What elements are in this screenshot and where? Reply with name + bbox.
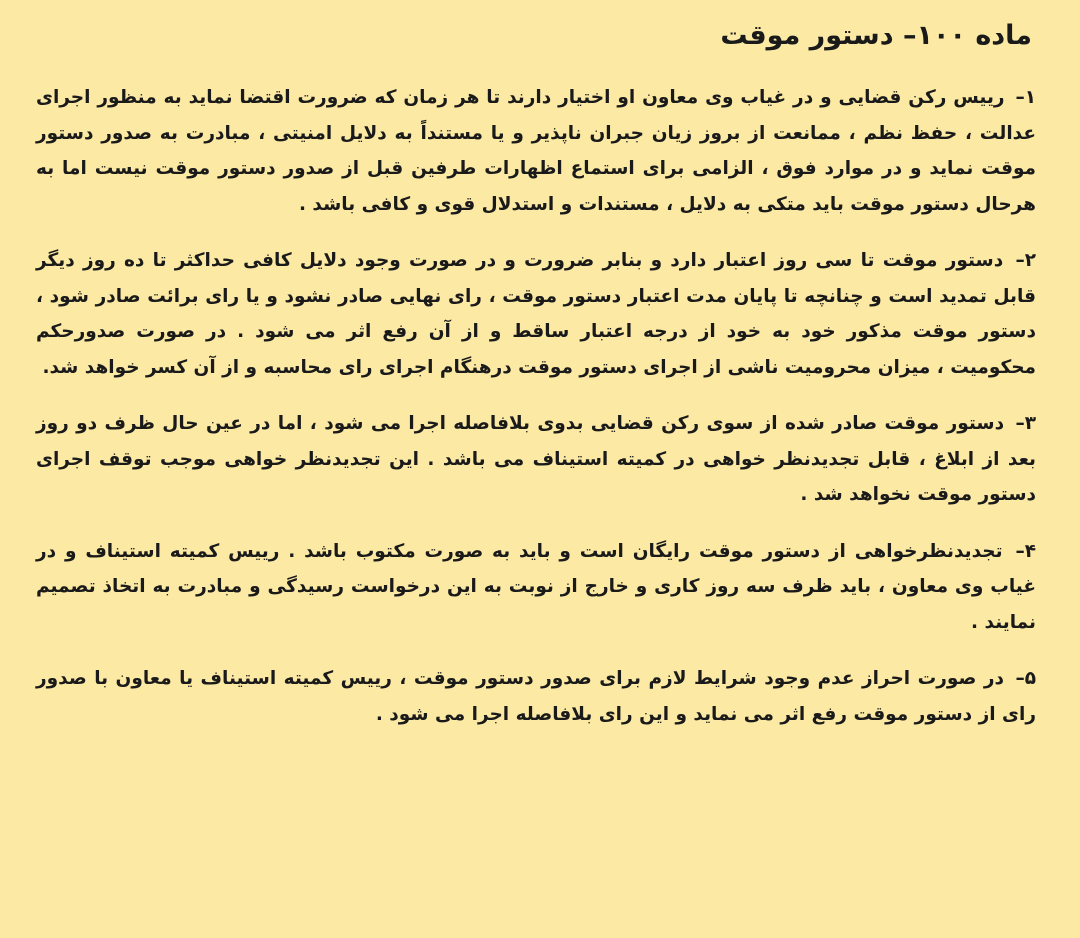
paragraph-number: ۵– [1015, 668, 1036, 689]
paragraph-text: دستور موقت تا سی روز اعتبار دارد و بنابر ضرورت و در صورت وجود دلایل کافی حداکثر تا ده روز دیگر قابل تمدید است و چنانچه تا پایان مدت اعتبار دستور موقت ، رای نهایی صادر نشود و یا رای برائت صادر شود ، دستور موقت مذکور خود به خود از درجه اعتبار ساقط و از آن رفع اثر می شود . در صورت صدورحکم محکومیت ، میزان محرومیت ناشی از اجرای دستور موقت درهنگام اجرای رای محاسبه و از آن کسر خواهد شد. [36, 250, 1036, 378]
paragraph-text: دستور موقت صادر شده از سوی رکن قضایی بدوی بلافاصله اجرا می شود ، اما در عین حال ظرف دو روز بعد از ابلاغ ، قابل تجدیدنظر خواهی در کمیته استیناف می باشد . این تجدیدنظر خواهی موجب توقف اجرای دستور موقت نخواهد شد . [36, 413, 1036, 505]
paragraph-1 [36, 80, 1036, 222]
paragraph-text: تجدیدنظرخواهی از دستور موقت رایگان است و باید به صورت مکتوب باشد . رییس کمیته استیناف و در غیاب وی معاون ، باید ظرف سه روز کاری و خارج از نوبت به این درخواست رسیدگی و مبادرت به اتخاذ تصمیم نمایند . [36, 540, 1036, 633]
paragraph-4 [36, 534, 1036, 641]
paragraph-number: ۱– [1015, 87, 1036, 108]
paragraph-number: ۲– [1015, 250, 1036, 271]
article-title: ماده ۱۰۰– دستور موقت [720, 20, 1032, 51]
paragraph-text: رییس رکن قضایی و در غیاب وی معاون او اختیار دارند تا هر زمان که ضرورت اقتضا نماید به منظور اجرای عدالت ، حفظ نظم ، ممانعت از بروز زیان جبران ناپذیر و یا مستنداً به دلایل امنیتی ، مبادرت به صدور دستور موقت نماید و در موارد فوق ، الزامی برای استماع اظهارات طرفین قبل از صدور دستور موقت نیست اما به هرحال دستور موقت باید متکی به دلایل ، مستندات و استدلال قوی و کافی باشد . [36, 87, 1036, 215]
paragraph-number: ۴– [1015, 540, 1036, 562]
paragraph-5 [36, 661, 1036, 732]
paragraph-2 [36, 243, 1036, 385]
paragraph-number: ۳– [1015, 413, 1036, 434]
paragraph-3 [36, 406, 1036, 513]
paragraph-text: در صورت احراز عدم وجود شرایط لازم برای صدور دستور موقت ، رییس کمیته استیناف یا معاون با صدور رای از دستور موقت رفع اثر می نماید و این رای بلافاصله اجرا می شود . [36, 668, 1036, 725]
